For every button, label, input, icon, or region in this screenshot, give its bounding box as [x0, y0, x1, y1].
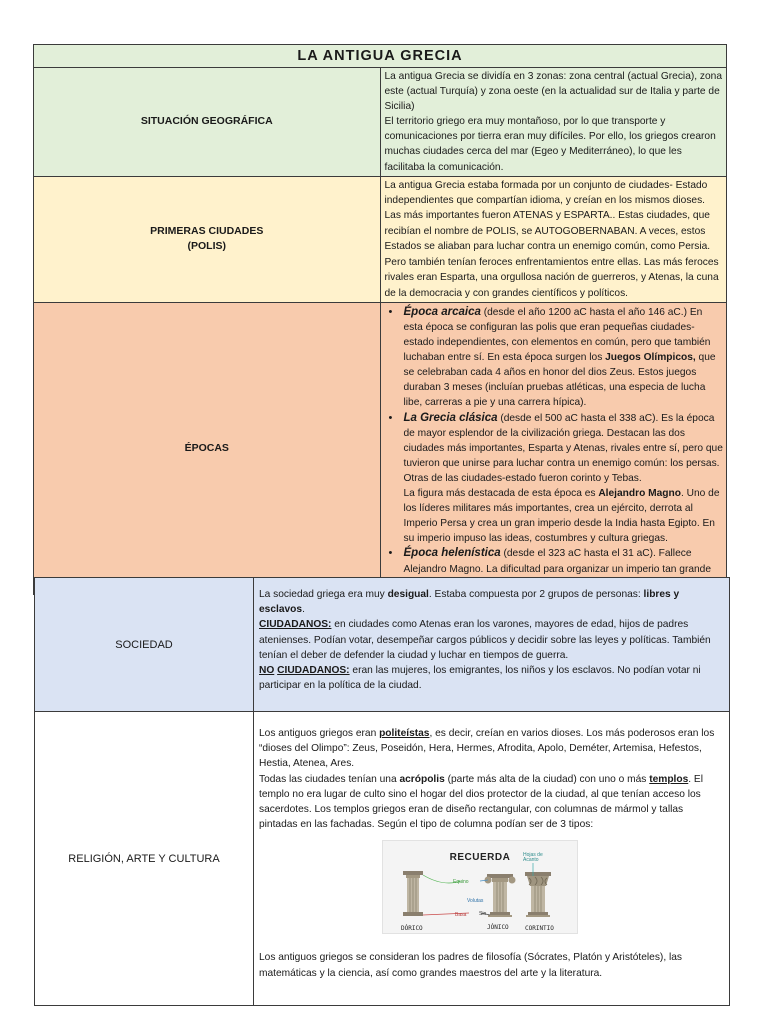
sociedad-intro-end: .: [302, 604, 305, 616]
alejandro-magno: Alejandro Magno: [598, 488, 681, 500]
sociedad-intro-text: La sociedad griega era muy: [259, 589, 388, 600]
row-polis: [34, 176, 727, 302]
epoca-arcaica-text-2: que se celebraban cada 4 años en honor del dios Zeus. Estos juegos duraban 3 meses (incluían pruebas atléticas, una especia de lucha libe, carreras a pie y una carrera hípica).: [403, 352, 716, 409]
doric-column-icon: [403, 871, 423, 916]
epoca-helenistica-name: Época helenística: [403, 547, 501, 560]
juegos-olimpicos: Juegos Olímpicos,: [605, 352, 696, 364]
polis-paragraph: La antigua Grecia estaba formada por un conjunto de ciudades- Estado independientes que compartían idioma, y creían en los mismos dioses. Las más importantes fueron ATENAS y ESPARTA.. Estas ciudades, que recibían el nombre de POLIS, se AUTOGOBERNABAN. A veces, estos Estados se aliaban para luchar contra un enemigo común, como Persia. Pero también tenían feroces enfrentamientos entre ellas. Las más feroces rivales eran Esparta, una orgullosa nación de guerreros, y Atenas, la cuna de la democracia y con grandes científicos y políticos.: [384, 179, 719, 299]
religion-p2-text: Todas las ciudades tenían una: [259, 773, 400, 785]
columns-figure: [382, 840, 578, 934]
desigual: desigual: [387, 589, 429, 600]
row-epocas: [34, 302, 727, 594]
bullet-icon: •: [388, 305, 393, 318]
templos: templos: [649, 773, 689, 785]
text-religion: [254, 712, 730, 1006]
ionic-column-icon: [485, 874, 516, 917]
figure-title: RECUERDA: [449, 852, 511, 864]
label-situacion: SITUACIÓN GEOGRÁFICA: [34, 68, 381, 177]
epoca-clasica-name: La Grecia clásica: [403, 411, 498, 424]
alejandro-note-text: La figura más destacada de esta época es: [403, 488, 599, 500]
list-item-clasica: [388, 411, 724, 547]
label-sin: Sin: [479, 911, 487, 918]
antigua-grecia-table: [33, 44, 727, 595]
label-epocas: ÉPOCAS: [34, 302, 381, 594]
religion-p2-text-3: . El templo no era lugar de culto sino el hogar del dios protector de la ciudad, al que tenían acceso los sacerdotes. Los templos griegos eran de diseño rectangular, con columnas de mármol y tallas pintadas en las fachadas. Según el tipo de columna podían ser de 3 tipos:: [259, 773, 703, 831]
epocas-list: [385, 305, 724, 592]
label-sociedad: SOCIEDAD: [35, 578, 254, 712]
no-ciudadanos-label: CIUDADANOS:: [277, 665, 350, 677]
text-polis: [380, 176, 727, 302]
label-religion: RELIGIÓN, ARTE Y CULTURA: [35, 712, 254, 1006]
corinthian-column-icon: [525, 872, 551, 917]
acropolis: acrópolis: [399, 773, 445, 785]
row-situacion: [34, 68, 727, 177]
religion-paragraph-3: Los antiguos griegos se consideran los padres de filosofía (Sócrates, Platón y Aristóteles), las matemáticas y la ciencia, así como grandes maestros del arte y la literatura.: [259, 952, 683, 979]
epoca-arcaica-text: (desde el año 1200 aC hasta el año 146 aC.) En esta época se configuran las polis que eran pequeñas ciudades-estado independientes, con elementos en común, pero que también luchaban entre sí. En esta época surgen los: [403, 306, 711, 364]
label-equino: Equino: [453, 879, 469, 886]
no-ciudadanos-paragraph: [259, 663, 719, 693]
caption-jonico: JÓNICO: [487, 924, 509, 932]
situacion-paragraph-1: La antigua Grecia se dividía en 3 zonas: zona central (actual Grecia), zona este (actual Turquía) y zona oeste (en la actualidad sur de Italia y parte de Sicilia): [384, 71, 723, 113]
text-sociedad: [254, 578, 730, 712]
sociedad-intro-text-2: . Estaba compuesta por 2 grupos de personas:: [428, 589, 644, 600]
caption-dorico: DÓRICO: [401, 925, 423, 933]
table-title: LA ANTIGUA GRECIA: [34, 45, 727, 68]
religion-p2-text-2: (parte más alta de la ciudad) con uno o más: [444, 773, 650, 785]
text-epocas: [380, 302, 727, 594]
label-hojas-acanto: Hojas de Acanto: [523, 852, 543, 864]
caption-corintio: CORINTIO: [525, 925, 554, 933]
sociedad-intro: [259, 587, 719, 617]
label-basa: Basa: [455, 912, 467, 919]
label-volutas: Volutas: [467, 898, 484, 905]
label-polis-line2: (POLIS): [187, 240, 226, 253]
list-item-arcaica: [388, 305, 724, 411]
epoca-clasica-text: (desde el 500 aC hasta el 338 aC). Es la época de mayor esplendor de la civilización griega. Destacan las dos ciudades más importantes, Esparta y Atenas, rivales entre sí, pero que tuvieron que unirse para luchar contra un enemigo común: los persas. Otras de las ciudades-estado fueron corinto y Tebas.: [403, 412, 723, 484]
alejandro-note-text-2: . Uno de los líderes militares más importantes, crea un ejército, derrota al Imperio Persa y crea un gran imperio desde la India hasta Egipto. En su imperio impuso las ideas, costumbres y cultura griegas.: [403, 488, 720, 545]
religion-p1-text-2: , es decir, creían en varios dioses. Los más poderosos eran los “dioses del Olimpo”: Zeus, Poseidón, Hera, Hermes, Afrodita, Apolo, Deméter, Artemisa, Hefestos, Hestia, Atenea, Ares.: [259, 728, 715, 770]
epoca-helenistica-text: (desde el 323 aC hasta el 31 aC). Fallece Alejandro Magno. La dificultad para organizar un imperio tan grande: [403, 548, 712, 575]
epoca-arcaica-name: Época arcaica: [403, 305, 481, 318]
label-polis: [34, 176, 381, 302]
no-label: NO: [259, 665, 275, 677]
situacion-paragraph-2: El territorio griego era muy montañoso, por lo que transporte y comunicaciones por tierra eran muy difíciles. Por ello, los griegos crearon muchas ciudades cerca del mar (Egeo y Mediterráneo), lo que les facilitaba la comunicación.: [384, 116, 716, 173]
ciudadanos-text: en ciudades como Atenas eran los varones, mayores de edad, hijos de padres atenienses. Podían votar, desempeñar cargos públicos y decidir sobre las leyes y políticas. También tenían el deber de defender la ciudad y luchar en tiempos de guerra.: [259, 619, 711, 661]
row-sociedad: [35, 578, 730, 712]
religion-paragraph-1: [259, 726, 719, 772]
label-polis-line1: PRIMERAS CIUDADES: [150, 225, 264, 238]
ciudadanos-paragraph: [259, 617, 719, 663]
sociedad-religion-table: [34, 577, 730, 1006]
politeistas: politeístas: [379, 728, 430, 739]
ciudadanos-label: CIUDADANOS:: [259, 619, 332, 631]
bullet-icon: •: [388, 411, 393, 424]
row-religion: [35, 712, 730, 1006]
alejandro-note: [404, 486, 724, 546]
religion-paragraph-2: [259, 772, 719, 833]
no-ciudadanos-text: eran las mujeres, los emigrantes, los niños y los esclavos. No podían votar ni participar en la política de la ciudad.: [259, 665, 701, 692]
religion-p1-text: Los antiguos griegos eran: [259, 728, 380, 739]
libres-y-esclavos: libres y esclavos: [259, 589, 680, 616]
bullet-icon: •: [388, 547, 393, 560]
text-situacion: [380, 68, 727, 177]
